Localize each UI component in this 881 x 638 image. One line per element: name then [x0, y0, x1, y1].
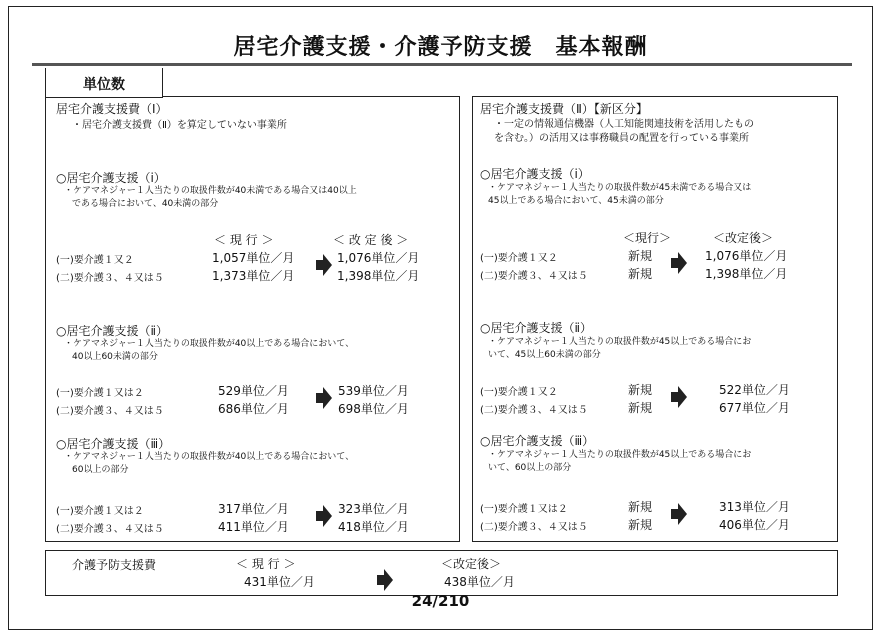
right-s2-row2-current: 新規	[628, 401, 653, 415]
right-header-revised: ＜改定後＞	[713, 231, 774, 245]
right-subnote-b: を含む。）の活用又は事務職員の配置を行っている事業所	[494, 133, 749, 144]
right-s1-row2-label: (二)要介護３、４又は５	[480, 271, 588, 282]
right-subnote-a: ・一定の情報通信機器（人工知能関連技術を活用したもの	[494, 119, 754, 130]
right-s3-row2-label: (二)要介護３、４又は５	[480, 522, 588, 533]
left-section-title-3: ○居宅介護支援（ⅲ）	[56, 437, 171, 451]
right-section-title-2: ○居宅介護支援（ⅱ）	[480, 321, 592, 335]
left-s1-row2-current: 1,373単位／月	[212, 269, 295, 283]
left-section-note-2b: 40以上60未満の部分	[72, 352, 158, 362]
right-s2-arrow-icon	[671, 386, 687, 408]
left-section-title-2: ○居宅介護支援（ⅱ）	[56, 324, 168, 338]
units-tab: 単位数	[45, 68, 163, 98]
left-section-note-1b: である場合において、40未満の部分	[72, 199, 219, 209]
left-s2-row1-current: 529単位／月	[218, 384, 289, 398]
bottom-header-current: ＜ 現 行 ＞	[236, 557, 296, 571]
right-s2-row2-revised: 677単位／月	[719, 401, 790, 415]
right-s1-arrow-icon	[671, 252, 687, 274]
left-subnote: ・居宅介護支援費（Ⅱ）を算定していない事業所	[72, 120, 287, 131]
right-s1-row1-revised: 1,076単位／月	[705, 249, 788, 263]
right-s3-row1-revised: 313単位／月	[719, 500, 790, 514]
right-s1-row1-current: 新規	[628, 249, 653, 263]
right-s3-row1-label: (一)要介護１又は２	[480, 504, 568, 515]
left-s3-row1-current: 317単位／月	[218, 502, 289, 516]
left-s3-row2-current: 411単位／月	[218, 520, 289, 534]
left-header-revised: ＜ 改 定 後 ＞	[333, 233, 409, 247]
left-section-note-3a: ・ケアマネジャー１人当たりの取扱件数が40以上である場合において、	[64, 452, 355, 462]
right-section-note-1a: ・ケアマネジャー１人当たりの取扱件数が45未満である場合又は	[488, 183, 752, 193]
right-heading: 居宅介護支援費（Ⅱ）【新区分】	[480, 102, 648, 116]
right-s3-row2-revised: 406単位／月	[719, 518, 790, 532]
right-section-note-3b: いて、60以上の部分	[488, 463, 572, 473]
right-s2-row1-revised: 522単位／月	[719, 383, 790, 397]
right-s1-row1-label: (一)要介護１又２	[480, 253, 558, 264]
panel-care-support-1	[45, 96, 460, 542]
left-section-title-1: ○居宅介護支援（ⅰ）	[56, 171, 166, 185]
right-s3-arrow-icon	[671, 503, 687, 525]
bottom-arrow-icon	[377, 569, 393, 591]
bottom-header-revised: ＜改定後＞	[441, 557, 502, 571]
right-section-note-1b: 45以上である場合において、45未満の部分	[488, 196, 664, 206]
right-s2-row1-current: 新規	[628, 383, 653, 397]
left-s3-arrow-icon	[316, 505, 332, 527]
left-s2-row2-current: 686単位／月	[218, 402, 289, 416]
bottom-label: 介護予防支援費	[72, 558, 157, 572]
page-title: 居宅介護支援・介護予防支援 基本報酬	[233, 35, 648, 60]
left-s1-arrow-icon	[316, 254, 332, 276]
left-s1-row1-revised: 1,076単位／月	[337, 251, 420, 265]
left-s3-row2-revised: 418単位／月	[338, 520, 409, 534]
left-section-note-3b: 60以上の部分	[72, 465, 129, 475]
left-s3-row2-label: (二)要介護３、４又は５	[56, 524, 164, 535]
right-s2-row1-label: (一)要介護１又２	[480, 387, 558, 398]
left-s3-row1-label: (一)要介護１又は２	[56, 506, 144, 517]
page-number: 24/210	[411, 592, 470, 610]
right-s2-row2-label: (二)要介護３、４又は５	[480, 405, 588, 416]
left-s3-row1-revised: 323単位／月	[338, 502, 409, 516]
left-s1-row2-revised: 1,398単位／月	[337, 269, 420, 283]
right-s3-row2-current: 新規	[628, 518, 653, 532]
right-header-current: ＜現行＞	[623, 231, 672, 245]
left-header-current: ＜ 現 行 ＞	[214, 233, 274, 247]
bottom-revised: 438単位／月	[444, 575, 515, 589]
panel-preventive-support	[45, 550, 838, 596]
left-s2-row2-revised: 698単位／月	[338, 402, 409, 416]
panel-care-support-2	[472, 96, 838, 542]
right-section-title-3: ○居宅介護支援（ⅲ）	[480, 434, 595, 448]
left-s1-row2-label: (二)要介護３、４又は５	[56, 273, 164, 284]
left-s1-row1-label: (一)要介護１又２	[56, 255, 134, 266]
right-s1-row2-current: 新規	[628, 267, 653, 281]
right-section-title-1: ○居宅介護支援（ⅰ）	[480, 167, 590, 181]
title-rule	[32, 63, 852, 66]
right-s3-row1-current: 新規	[628, 500, 653, 514]
right-s1-row2-revised: 1,398単位／月	[705, 267, 788, 281]
right-section-note-2a: ・ケアマネジャー１人当たりの取扱件数が45以上である場合にお	[488, 337, 752, 347]
left-heading: 居宅介護支援費（Ⅰ）	[56, 102, 168, 116]
left-s2-arrow-icon	[316, 387, 332, 409]
left-s1-row1-current: 1,057単位／月	[212, 251, 295, 265]
left-s2-row1-label: (一)要介護１又は２	[56, 388, 144, 399]
bottom-current: 431単位／月	[244, 575, 315, 589]
left-section-note-2a: ・ケアマネジャー１人当たりの取扱件数が40以上である場合において、	[64, 339, 355, 349]
right-section-note-3a: ・ケアマネジャー１人当たりの取扱件数が45以上である場合にお	[488, 450, 752, 460]
left-section-note-1a: ・ケアマネジャー１人当たりの取扱件数が40未満である場合又は40以上	[64, 186, 357, 196]
left-s2-row1-revised: 539単位／月	[338, 384, 409, 398]
left-s2-row2-label: (二)要介護３、４又は５	[56, 406, 164, 417]
right-section-note-2b: いて、45以上60未満の部分	[488, 350, 601, 360]
